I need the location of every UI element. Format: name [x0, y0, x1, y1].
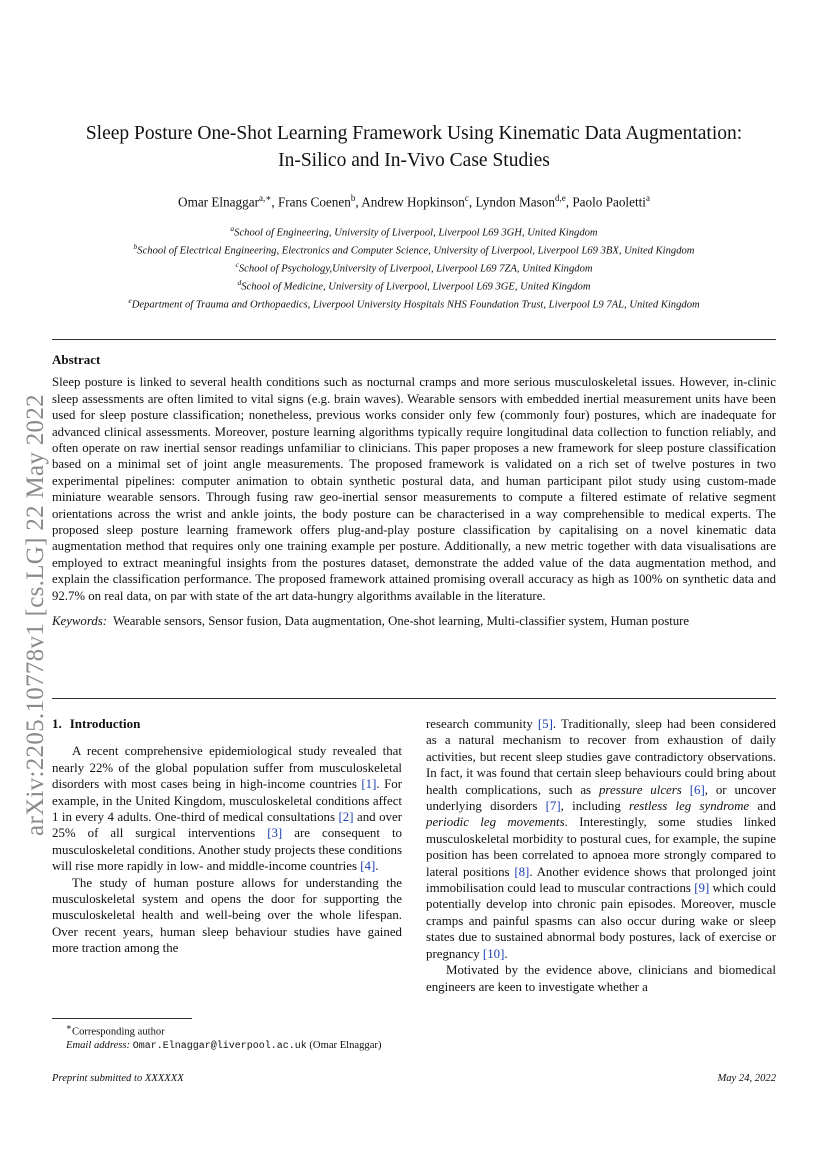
citation-link[interactable]: [2]	[338, 810, 354, 825]
footer-date: May 24, 2022	[717, 1073, 776, 1084]
emphasized-term: pressure ulcers	[598, 782, 682, 797]
footnote-rule	[52, 1018, 192, 1019]
footnote	[52, 1021, 402, 1053]
citation-link[interactable]: [6]	[689, 782, 705, 797]
affiliation-list	[40, 222, 788, 312]
author-name: Omar Elnaggar	[178, 194, 259, 210]
citation-link[interactable]: [8]	[514, 864, 530, 879]
column-left	[52, 716, 402, 957]
author-list: Omar Elnaggar$^{a,∗}$, Frans Coenen$^b$, Andrew Hopkinson$^c$, Lyndon Mason$^{d,e}$, Paolo Paoletti$^a$	[178, 193, 650, 210]
affiliation-marker: c	[235, 259, 239, 269]
citation-link[interactable]: [5]	[537, 717, 553, 731]
citation-link[interactable]: [4]	[360, 859, 376, 874]
author-name: Andrew Hopkinson	[361, 194, 465, 210]
affiliation-text: School of Engineering, University of Liverpool, Liverpool L69 3GH, United Kingdom	[234, 227, 598, 239]
footnote-marker: ∗	[66, 1022, 73, 1032]
author-name: Frans Coenen	[277, 194, 351, 210]
affiliation-line	[40, 258, 788, 276]
affiliation-marker: b	[133, 241, 138, 251]
author-affiliation-marker: a	[645, 193, 650, 203]
affiliation-text: School of Medicine, University of Liverpool, Liverpool L69 3GE, United Kingdom	[241, 281, 591, 293]
email-address[interactable]: Omar.Elnaggar@liverpool.ac.uk	[132, 1040, 307, 1052]
email-label: Email address:	[66, 1039, 131, 1051]
intro-paragraph-2-start: The study of human posture allows for understanding the musculoskeletal system and opens the door for supporting the musculoskeletal health and well-being over the whole lifespan. Over recent years, human sleep behaviour studies have gained more traction among the	[52, 875, 402, 956]
citation-link[interactable]: [10]	[482, 946, 505, 961]
email-name: (Omar Elnaggar)	[309, 1039, 382, 1051]
citation-link[interactable]: [9]	[694, 881, 710, 896]
abstract-top-rule	[52, 339, 776, 340]
column-right	[426, 716, 776, 995]
affiliation-line	[40, 240, 788, 258]
intro-paragraph-3: Motivated by the evidence above, clinicians and biomedical engineers are keen to investigate whether a	[426, 963, 776, 994]
footer-preprint: Preprint submitted to XXXXXX	[52, 1073, 184, 1084]
affiliation-text: School of Psychology,University of Liverpool, Liverpool L69 7ZA, United Kingdom	[238, 263, 593, 275]
abstract-heading: Abstract	[52, 352, 101, 367]
citation-link[interactable]: [1]	[361, 777, 377, 792]
affiliation-line	[40, 222, 788, 240]
section-heading-introduction	[52, 716, 402, 732]
affiliation-line	[40, 294, 788, 312]
author-affiliation-marker: d,e	[554, 193, 566, 203]
affiliation-text: Department of Trauma and Orthopaedics, Liverpool University Hospitals NHS Foundation Trust, Liverpool L9 7AL, United Kingdom	[131, 299, 700, 311]
abstract-section	[52, 352, 776, 630]
citation-link[interactable]: [3]	[267, 826, 283, 841]
emphasized-term: periodic leg movements	[426, 815, 565, 830]
author-name: Lyndon Mason	[475, 194, 555, 210]
arxiv-identifier: arXiv:2205.10778v1 [cs.LG] 22 May 2022	[22, 394, 49, 836]
footnote-text: Corresponding author	[72, 1026, 165, 1038]
section-number: 1.	[52, 716, 62, 731]
author-affiliation-marker: c	[464, 193, 469, 203]
citation-link[interactable]: [7]	[545, 799, 561, 814]
abstract-text: Sleep posture is linked to several health conditions such as nocturnal cramps and more serious musculoskeletal issues. However, in-clinic sleep assessments are often limited to vital signs (e.g. brain waves). Wearable sensors with embedded inertial measurement units have been used for sleep posture classification; nonetheless, previous works consider only few (commonly four) postures, which are inadequate for advanced clinical assessments. Moreover, posture learning algorithms typically require longitudinal data collection to function reliably, and often operate on raw inertial sensor readings unfamiliar to clinicians. This paper proposes a new framework for sleep posture classification based on a minimal set of joint angle measurements. The proposed framework is validated on a rich set of twelve postures in two experimental pipelines: computer animation to obtain synthetic postural data, and human participant pilot study using custom-made miniature wearable sensors. Through fusing raw geo-inertial sensor measurements to compute a filtered estimate of relative segment orientations across the wrist and ankle joints, the body posture can be characterised in a way comprehensible to medical experts. The proposed sleep posture learning framework offers plug-and-play posture classification by capitalising on a novel kinematic data augmentation method that requires only one training example per posture. Additionally, a new metric together with data visualisations are employed to extract meaningful insights from the postures dataset, demonstrate the added value of the data augmentation method, and explain the classification performance. The proposed framework attained promising overall accuracy as high as 100% on synthetic data and 92.7% on real data, on par with state of the art data-hungry algorithms available in the literature.	[52, 375, 776, 603]
affiliation-text: School of Electrical Engineering, Electronics and Computer Science, University of Liverpool, Liverpool L69 3BX, United Kingdom	[137, 245, 695, 257]
affiliation-line	[40, 276, 788, 294]
abstract-bottom-rule	[52, 698, 776, 699]
affiliation-marker: d	[237, 277, 242, 287]
intro-paragraph-2-cont: research community [5]. Traditionally, sleep had been considered as a natural mechanism to recover from exhaustion of daily activities, but recent sleep studies gave contradictory observations. In fact, it was found that certain sleep behaviours could bring about health complications, such as pressure ulcers [6], or uncover underlying disorders [7], including restless leg syndrome and periodic leg movements. Interestingly, some studies linked musculoskeletal morbidity to postural cues, for example, the supine position has been correlated to apnoea more strongly compared to lateral positions [8]. Another evidence shows that prolonged joint immobilisation could lead to muscular contractions [9] which could potentially develop into chronic pain episodes. Moreover, muscle cramps and painful spasms can also occur during wake or sleep states due to sustained abnormal body postures, lack of exercise or pregnancy [10].	[426, 717, 776, 961]
section-title: Introduction	[69, 716, 141, 731]
keywords	[52, 613, 776, 629]
affiliation-marker: a	[230, 224, 235, 233]
affiliation-marker: e	[128, 295, 132, 305]
keywords-text: Wearable sensors, Sensor fusion, Data augmentation, One-shot learning, Multi-classifier system, Human posture	[112, 614, 690, 629]
title-line-1: Sleep Posture One-Shot Learning Framework Using Kinematic Data Augmentation:	[85, 123, 743, 144]
author-name: Paolo Paoletti	[572, 194, 646, 210]
keywords-label: Keywords:	[52, 614, 107, 629]
author-affiliation-marker: b	[350, 193, 356, 203]
author-affiliation-marker: a,∗	[258, 193, 272, 203]
emphasized-term: restless leg syndrome	[629, 799, 750, 814]
title-line-2: In-Silico and In-Vivo Case Studies	[278, 150, 550, 171]
intro-paragraph-1: A recent comprehensive epidemiological study revealed that nearly 22% of the global population suffer from musculoskeletal disorders with most cases being in high-income countries [1]. For example, in the United Kingdom, musculoskeletal conditions affect 1 in every 4 adults. One-third of medical consultations [2] and over 25% of all surgical interventions [3] are consequent to musculoskeletal conditions. Another study projects these conditions will rise more rapidly in low- and middle-income countries [4].	[52, 744, 403, 874]
paper-title	[40, 120, 788, 174]
